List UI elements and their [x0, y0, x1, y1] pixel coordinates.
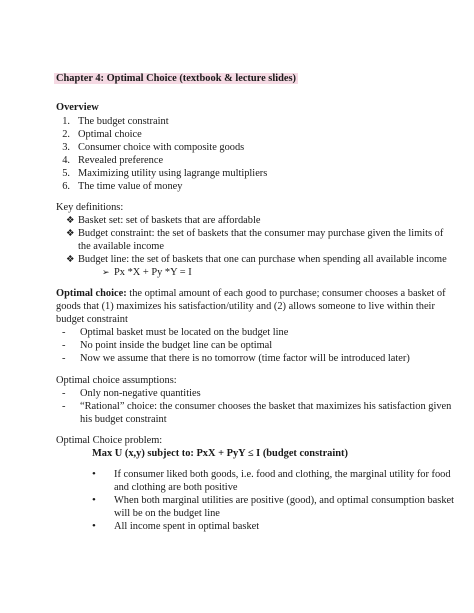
dash-item-continuation: his budget constraint	[80, 414, 167, 425]
bullet-item	[92, 468, 451, 481]
overview-item-text: Revealed preference	[78, 155, 164, 166]
overview-item-number: 1.	[62, 116, 70, 127]
formula-text: Px *X + Py *Y = I	[114, 267, 192, 278]
dash-item	[62, 326, 288, 339]
bullet-item	[92, 520, 259, 533]
budget-line-formula	[102, 266, 192, 279]
diamond-bullet-icon: ❖	[66, 255, 75, 265]
overview-item	[56, 141, 244, 154]
overview-item-number: 3.	[62, 142, 70, 153]
bullet-icon: •	[92, 520, 96, 532]
optimal-choice-term: Optimal choice:	[56, 288, 127, 299]
bullet-icon: •	[92, 494, 96, 506]
optimal-choice-def-line: goods that (1) maximizes his satisfaction/utility and (2) allows someone to live within their	[56, 301, 435, 312]
arrowhead-bullet-icon: ➢	[102, 267, 110, 277]
title-text: Chapter 4: Optimal Choice (textbook & lecture slides)	[56, 73, 297, 84]
dash-item	[62, 339, 272, 352]
dash-item-text: Optimal basket must be located on the budget line	[80, 327, 289, 338]
assumptions-heading: Optimal choice assumptions:	[56, 375, 177, 386]
bullet-item-text: When both marginal utilities are positive (good), and optimal consumption basket	[114, 495, 455, 506]
diamond-bullet-icon: ❖	[66, 216, 75, 226]
overview-item-number: 5.	[62, 168, 70, 179]
bullet-item-text: All income spent in optimal basket	[114, 521, 260, 532]
definition-basket-set	[66, 214, 260, 228]
dash-item	[62, 352, 410, 365]
dash-item-text: Only non-negative quantities	[80, 388, 201, 399]
definition-budget-constraint	[66, 227, 443, 241]
page-title	[56, 72, 298, 85]
definition-budget-line	[66, 253, 447, 267]
bullet-item	[92, 494, 454, 507]
overview-item-text: Maximizing utility using lagrange multipliers	[78, 168, 268, 179]
bullet-item-continuation: and clothing are both positive	[114, 482, 238, 493]
optimal-choice-def: the optimal amount of each good to purchase; consumer chooses a basket of	[126, 288, 446, 299]
optimal-choice-def-line: budget constraint	[56, 314, 128, 325]
bullet-item-text: If consumer liked both goods, i.e. food and clothing, the marginal utility for food	[114, 469, 451, 480]
dash-item-text: “Rational” choice: the consumer chooses the basket that maximizes his satisfaction given	[80, 401, 452, 412]
overview-item-text: The budget constraint	[78, 116, 169, 127]
dash-bullet: -	[62, 353, 66, 364]
overview-item	[56, 180, 182, 193]
dash-item	[62, 400, 451, 413]
problem-formula: Max U (x,y) subject to: PxX + PyY ≤ I (budget constraint)	[92, 448, 348, 459]
definition-text: Budget line: the set of baskets that one can purchase when spending all available income	[78, 254, 447, 265]
definition-text: Basket set: set of baskets that are affordable	[78, 215, 261, 226]
overview-heading: Overview	[56, 102, 99, 113]
overview-item	[56, 115, 169, 128]
key-definitions-heading: Key definitions:	[56, 202, 124, 213]
problem-heading: Optimal Choice problem:	[56, 435, 163, 446]
overview-item	[56, 167, 267, 180]
bullet-item-continuation: will be on the budget line	[114, 508, 220, 519]
overview-item-text: Optimal choice	[78, 129, 142, 140]
definition-continuation: the available income	[78, 241, 164, 252]
dash-bullet: -	[62, 401, 66, 412]
definition-text: Budget constraint: the set of baskets that the consumer may purchase given the limits of	[78, 228, 444, 239]
overview-item-number: 2.	[62, 129, 70, 140]
overview-item	[56, 128, 142, 141]
dash-item-text: Now we assume that there is no tomorrow (time factor will be introduced later)	[80, 353, 410, 364]
diamond-bullet-icon: ❖	[66, 229, 75, 239]
dash-bullet: -	[62, 340, 66, 351]
overview-item	[56, 154, 163, 167]
overview-item-text: The time value of money	[78, 181, 183, 192]
overview-item-number: 6.	[62, 181, 70, 192]
overview-item-number: 4.	[62, 155, 70, 166]
dash-bullet: -	[62, 327, 66, 338]
optimal-choice-definition	[56, 287, 446, 300]
dash-bullet: -	[62, 388, 66, 399]
bullet-icon: •	[92, 468, 96, 480]
dash-item	[62, 387, 201, 400]
dash-item-text: No point inside the budget line can be optimal	[80, 340, 273, 351]
overview-item-text: Consumer choice with composite goods	[78, 142, 245, 153]
